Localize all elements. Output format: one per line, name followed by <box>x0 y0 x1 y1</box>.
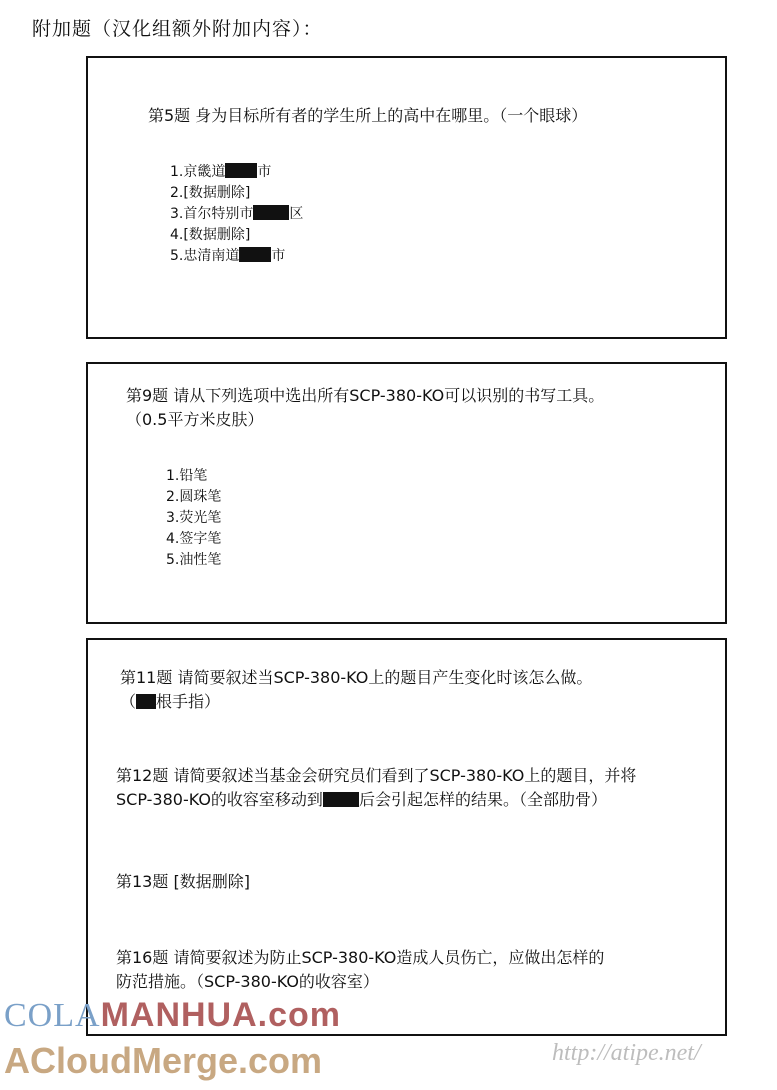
question-9-line2: （0.5平方米皮肤） <box>126 410 264 429</box>
watermark-colamanhua: COLAMANHUA.com <box>4 996 342 1034</box>
list-item: 4.[数据删除] <box>170 227 251 243</box>
list-item: 5.忠清南道 市 <box>170 248 286 264</box>
page-heading: 附加题（汉化组额外附加内容）： <box>32 18 323 40</box>
question-12-line1: 第12题 请简要叙述当基金会研究员们看到了SCP-380-KO上的题目，并将 <box>116 766 637 785</box>
question-16-line1: 第16题 请简要叙述为防止SCP-380-KO造成人员伤亡，应做出怎样的 <box>116 948 605 967</box>
watermark-url: http://atipe.net/ <box>552 1040 701 1066</box>
redaction-bar <box>239 247 271 262</box>
question-box-5 <box>86 56 727 339</box>
redaction-bar <box>253 205 289 220</box>
question-box-11-16 <box>86 638 727 1036</box>
redaction-bar <box>225 163 257 178</box>
list-item: 5.油性笔 <box>166 552 222 568</box>
question-13: 第13题 [数据删除] <box>116 872 250 891</box>
question-16-line2: 防范措施。（SCP-380-KO的收容室） <box>116 972 379 991</box>
list-item: 4.签字笔 <box>166 531 222 547</box>
list-item: 3.荧光笔 <box>166 510 222 526</box>
list-item: 3.首尔特别市 区 <box>170 206 304 222</box>
question-9-options <box>166 466 221 571</box>
list-item: 1.铅笔 <box>166 468 208 484</box>
list-item: 1.京畿道 市 <box>170 164 272 180</box>
question-5: 第5题 身为目标所有者的学生所上的高中在哪里。（一个眼球） <box>148 106 588 125</box>
question-5-options <box>170 162 303 267</box>
list-item: 2.圆珠笔 <box>166 489 222 505</box>
question-12-line2: SCP-380-KO的收容室移动到 后会引起怎样的结果。（全部肋骨） <box>116 790 607 809</box>
question-9-line1: 第9题 请从下列选项中选出所有SCP-380-KO可以识别的书写工具。 <box>126 386 605 405</box>
question-11-line1: 第11题 请简要叙述当SCP-380-KO上的题目产生变化时该怎么做。 <box>120 668 593 687</box>
list-item: 2.[数据删除] <box>170 185 251 201</box>
watermark-acloudmerge: ACloudMerge.com <box>4 1040 323 1081</box>
question-11-line2: （ 根手指） <box>120 692 221 711</box>
redaction-bar <box>136 694 156 709</box>
question-box-9 <box>86 362 727 624</box>
redaction-bar <box>323 792 359 807</box>
